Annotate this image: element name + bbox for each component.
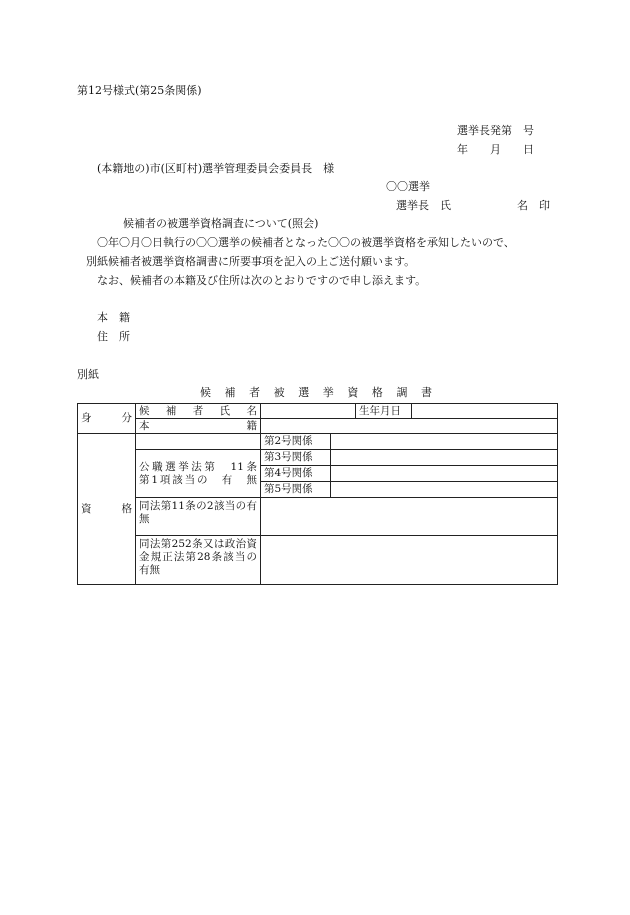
mibun-cell: 身分 <box>78 404 136 434</box>
item-4-value <box>331 466 558 482</box>
addressee: (本籍地の)市(区町村)選挙管理委員会委員長 様 <box>97 162 335 175</box>
item-3-label: 第3号関係 <box>261 450 331 466</box>
birthdate-value <box>412 404 558 419</box>
item-5-value <box>331 482 558 498</box>
honseki-label: 本 籍 <box>97 311 130 324</box>
form-number: 第12号様式(第25条関係) <box>77 84 202 97</box>
dohou-252-value <box>261 536 558 585</box>
subject: 候補者の被選挙資格調査について(照会) <box>123 217 319 230</box>
dohou-11-2-value <box>261 498 558 536</box>
dohou-252-cell: 同法第252条又は政治資金規正法第28条該当の有無 <box>136 536 261 585</box>
shikaku-cell: 資格 <box>78 434 136 585</box>
jusho-label: 住 所 <box>97 330 130 343</box>
attachment-label: 別紙 <box>77 368 99 381</box>
candidate-name-value <box>261 404 356 419</box>
table-title: 候補者被選挙資格調書 <box>200 386 432 399</box>
item-3-value <box>331 450 558 466</box>
item-4-label: 第4号関係 <box>261 466 331 482</box>
item-5-label: 第5号関係 <box>261 482 331 498</box>
date-line: 年 月 日 <box>457 143 534 156</box>
honseki-cell: 本籍 <box>136 419 261 434</box>
qualification-table <box>77 403 558 585</box>
sender-election: 〇〇選挙 <box>386 180 430 193</box>
sender-name: 選挙長 氏 名 印 <box>396 199 550 212</box>
body-line-1: 〇年〇月〇日執行の〇〇選挙の候補者となった〇〇の被選挙資格を承知したいので、 <box>97 236 515 249</box>
body-line-3: なお、候補者の本籍及び住所は次のとおりですので申し添えます。 <box>97 274 427 287</box>
item-2-label: 第2号関係 <box>261 434 331 450</box>
dohou-11-2-cell: 同法第11条の2該当の有無 <box>136 498 261 536</box>
item-2-value <box>331 434 558 450</box>
birthdate-label: 生年月日 <box>356 404 412 419</box>
body-line-2: 別紙候補者被選挙資格調書に所要事項を記入の上ご送付願います。 <box>86 255 416 268</box>
kousen-11-cell: 公職選挙法第 11条 第1項該当の 有 無 <box>136 450 261 498</box>
reference-number: 選挙長発第 号 <box>457 124 534 137</box>
kousen-blank-top <box>136 434 261 450</box>
candidate-name-label: 候補者氏名 <box>136 404 261 419</box>
honseki-value <box>261 419 558 434</box>
